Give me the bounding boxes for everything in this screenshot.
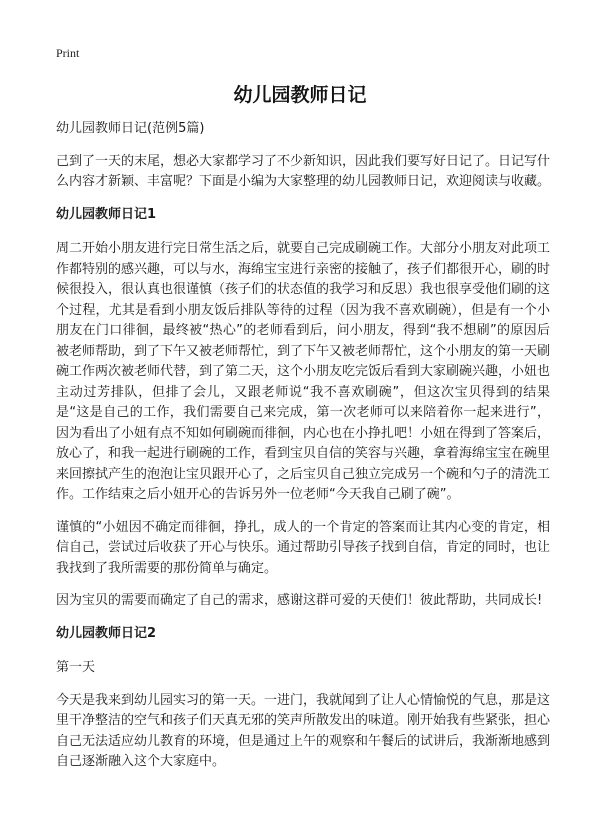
section2-paragraph-1: 今天是我来到幼儿园实习的第一天。一进门，我就闻到了让人心情愉悦的气息，那是这里干净整洁的空气和孩子们天真无邪的笑声所散发出的味道。刚开始我有些紧张，担心自己无法适应幼儿教育的环境，但是通过上午的观察和午餐后的试讲后，我渐渐地感到自己逐渐融入这个大家庭中。 bbox=[56, 692, 551, 769]
article-subtitle: 幼儿园教师日记(范例5篇) bbox=[56, 121, 205, 136]
print-link[interactable]: Print bbox=[56, 46, 80, 60]
section-heading-2: 幼儿园教师日记2 bbox=[56, 625, 157, 641]
section1-paragraph-2: 谨慎的“小妞因不确定而徘徊，挣扎，成人的一个肯定的答案而让其内心变的肯定，相信自己，尝试过后收获了开心与快乐。通过帮助引导孩子找到自信，肯定的同时，也让我找到了我所需要的那份简单与确定。 bbox=[56, 519, 551, 576]
article-body bbox=[56, 119, 550, 785]
page-title: 幼儿园教师日记 bbox=[233, 84, 367, 106]
section-heading-1: 幼儿园教师日记1 bbox=[56, 206, 157, 222]
section1-paragraph-1: 周二开始小朋友进行完日常生活之后，就要自己完成刷碗工作。大部分小朋友对此项工作都特别的感兴趣，可以与水，海绵宝宝进行亲密的接触了，孩子们都很开心，刷的时候很投入，很认真也很谨慎（孩子们的状态值的我学习和反思）我也很享受他们刷的这个过程，尤其是看到小朋友饭后排队等待的过程（因为我不喜欢刷碗），但是有一个小朋友在门口徘徊，最终被“热心”的老师看到后，问小朋友，得到“我不想刷”的原因后被老师帮助，到了下午又被老师帮忙，到了下午又被老师帮忙，这个小朋友的第一天刷碗工作两次被老师代替，到了第二天，这个小朋友吃完饭后看到大家刷碗兴趣，小妞也主动过芳排队，但排了会儿，又跟老师说“我不喜欢刷碗”，但这次宝贝得到的结果是“这是自己的工作，我们需要自己来完成，第一次老师可以来陪着你一起来进行”，因为看出了小妞有点不知如何刷碗而徘徊，内心也在小挣扎吧！小妞在得到了答案后，放心了，和我一起进行刷碗的工作，看到宝贝自信的笑容与兴趣，拿着海绵宝宝在碗里来回擦拭产生的泡泡让宝贝跟开心了，之后宝贝自己独立完成另一个碗和勺子的清洗工作。工作结束之后小妞开心的告诉另外一位老师“今天我自己刷了碗”。 bbox=[56, 241, 551, 502]
section1-paragraph-3: 因为宝贝的需要而确定了自己的需求，感谢这群可爱的天使们！彼此帮助，共同成长! bbox=[56, 593, 543, 608]
intro-paragraph: 己到了一天的末尾，想必大家都学习了不少新知识，因此我们要写好日记了。日记写什么内容才新颖、丰富呢？下面是小编为大家整理的幼儿园教师日记，欢迎阅读与收藏。 bbox=[56, 153, 551, 189]
section2-day-label: 第一天 bbox=[56, 660, 96, 675]
